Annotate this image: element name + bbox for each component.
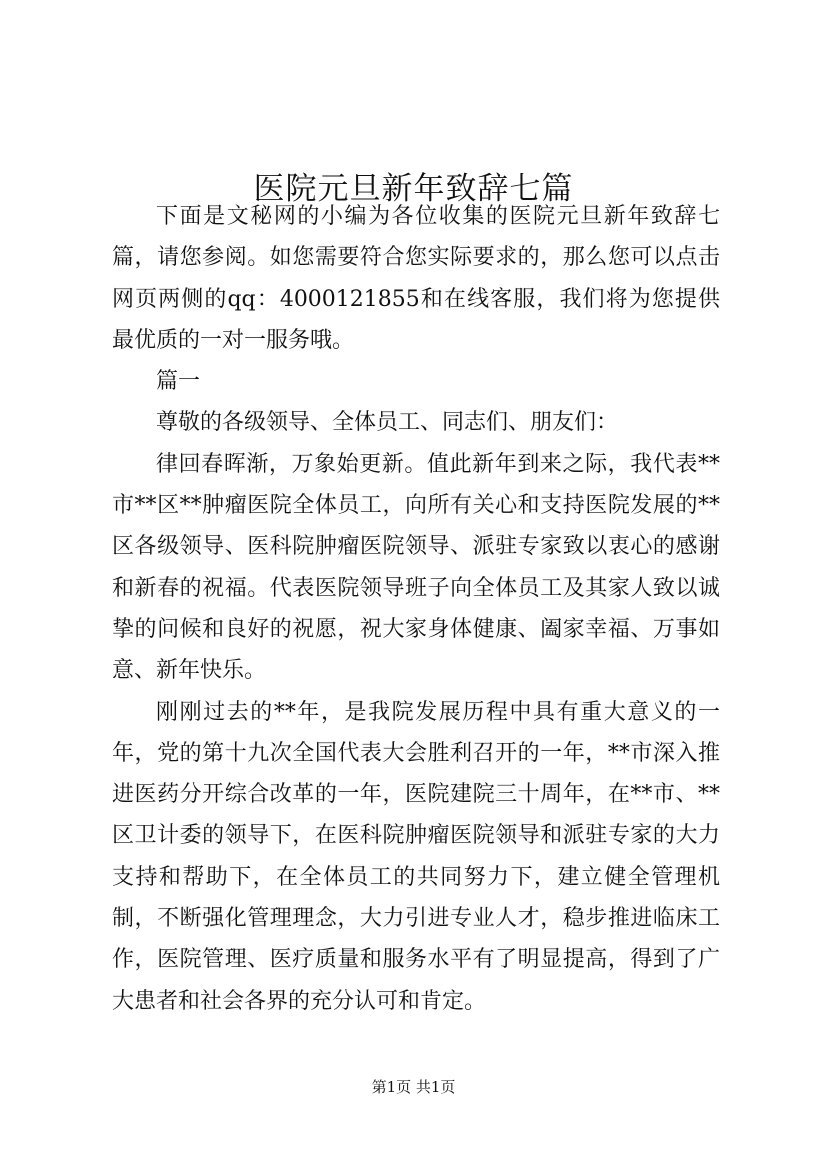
section-heading: 篇一 bbox=[156, 369, 201, 395]
intro-paragraph: 下面是文秘网的小编为各位收集的医院元旦新年致辞七篇，请您参阅。如您需要符合您实际要求的，那么您可以点击网页两侧的qq：4000121855和在线客服，我们将为您提供最优质的一对一服务哦。 bbox=[112, 204, 720, 353]
document-title: 医院元旦新年致辞七篇 bbox=[253, 170, 574, 207]
body-paragraph: 刚刚过去的**年，是我院发展历程中具有重大意义的一年，党的第十九次全国代表大会胜利召开的一年，**市深入推进医药分开综合改革的一年，医院建院三十周年，在**市、**区卫计委的领导下，在医科院肿瘤医院领导和派驻专家的大力支持和帮助下，在全体员工的共同努力下，建立健全管理机制，不断强化管理理念，大力引进专业人才，稳步推进临床工作，医院管理、医疗质量和服务水平有了明显提高，得到了广大患者和社会各界的充分认可和肯定。 bbox=[112, 699, 720, 1014]
document-body bbox=[112, 196, 720, 1022]
body-paragraph: 律回春晖渐，万象始更新。值此新年到来之际，我代表**市**区**肿瘤医院全体员工，向所有关心和支持医院发展的**区各级领导、医科院肿瘤医院领导、派驻专家致以衷心的感谢和新春的祝福。代表医院领导班子向全体员工及其家人致以诚挚的问候和良好的祝愿，祝大家身体健康、阖家幸福、万事如意、新年快乐。 bbox=[112, 451, 720, 684]
page-footer: 第1页 共1页 bbox=[371, 1078, 456, 1096]
salutation-paragraph: 尊敬的各级领导、全体员工、同志们、朋友们： bbox=[156, 410, 619, 436]
